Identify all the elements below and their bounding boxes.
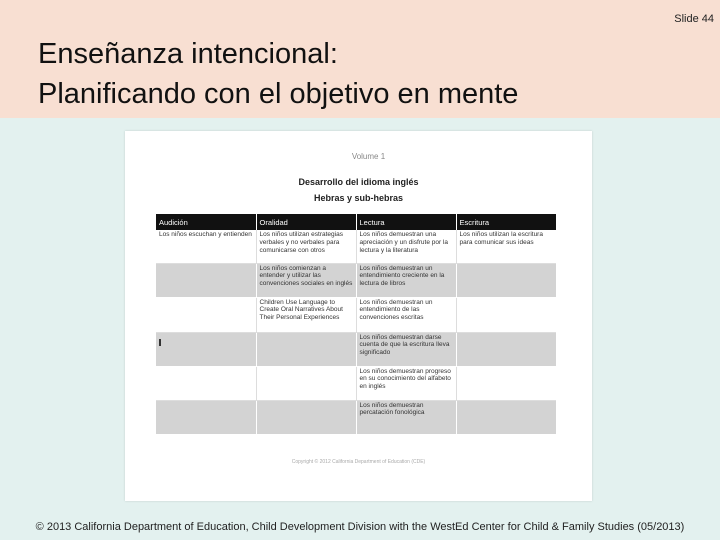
table-cell: Los niños comienzan a entender y utilizar las convenciones sociales en inglés (256, 263, 356, 297)
table-cell (156, 263, 256, 297)
strands-table (156, 214, 556, 435)
column-header-audicion: Audición (156, 214, 256, 230)
table-row (156, 263, 556, 297)
table-row (156, 400, 556, 434)
slide-title (38, 34, 518, 114)
table-cell: Los niños utilizan estrategias verbales y no verbales para comunicarse con otros (256, 230, 356, 263)
column-header-escritura: Escritura (456, 214, 556, 230)
table-cell (456, 297, 556, 332)
document-subtitle: Hebras y sub-hebras (313, 193, 404, 203)
table-cell: Los niños demuestran progreso en su conocimiento del alfabeto en inglés (356, 366, 456, 400)
table-cell (156, 400, 256, 434)
table-cell (456, 400, 556, 434)
table-header-row (156, 214, 556, 230)
table-cell (256, 332, 356, 366)
document-footer: Copyright © 2012 California Department of Education (CDE) (291, 459, 426, 465)
table-cell: Los niños escuchan y entienden (156, 230, 256, 263)
slide-number: Slide 44 (674, 13, 714, 25)
table-row (156, 230, 556, 263)
table-cell (256, 400, 356, 434)
table-row (156, 366, 556, 400)
table-cell (256, 366, 356, 400)
column-header-oralidad: Oralidad (256, 214, 356, 230)
table-cell: Los niños utilizan la escritura para comunicar sus ideas (456, 230, 556, 263)
table-cell (156, 332, 256, 366)
table-cell: Los niños demuestran un entendimiento de las convenciones escritas (356, 297, 456, 332)
table-cell: Children Use Language to Create Oral Narratives About Their Personal Experiences (256, 297, 356, 332)
table-row (156, 297, 556, 332)
slide-header (0, 0, 720, 118)
table-cell: Los niños demuestran un entendimiento creciente en la lectura de libros (356, 263, 456, 297)
table-row (156, 332, 556, 366)
table-cell: Los niños demuestran una apreciación y un disfrute por la lectura y la literatura (356, 230, 456, 263)
slide-title-line-1: Enseñanza intencional: (38, 38, 338, 70)
document-title: Desarrollo del idioma inglés (298, 177, 419, 187)
row-marker (159, 339, 161, 346)
footer-credit: © 2013 California Department of Education, Child Development Division with the WestEd Center for Child & Family Studies (05/2013) (35, 521, 685, 533)
table-cell (456, 332, 556, 366)
table-cell (456, 263, 556, 297)
document-image (125, 131, 592, 501)
table-cell: Los niños demuestran percatación fonológica (356, 400, 456, 434)
table-cell (456, 366, 556, 400)
table-cell (156, 297, 256, 332)
table-cell: Los niños demuestran darse cuenta de que la escritura lleva significado (356, 332, 456, 366)
document-volume: Volume 1 (351, 152, 386, 161)
slide-title-line-2: Planificando con el objetivo en mente (38, 78, 519, 110)
column-header-lectura: Lectura (356, 214, 456, 230)
table-cell (156, 366, 256, 400)
